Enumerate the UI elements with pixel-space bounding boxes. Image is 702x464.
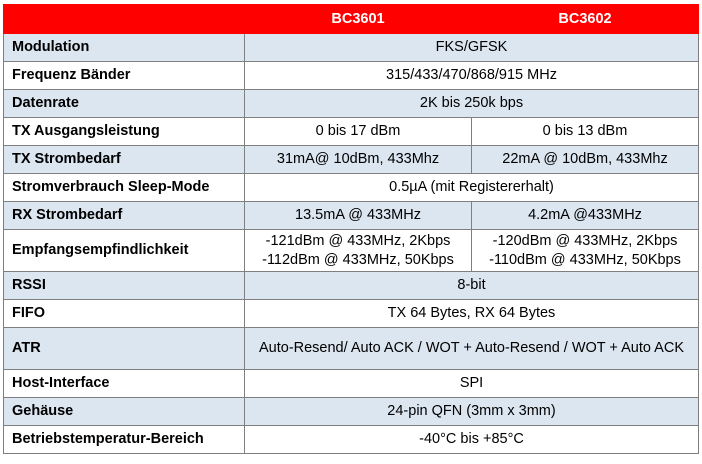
sensitivity-line: -110dBm @ 433MHz, 50Kbps — [489, 251, 681, 268]
row-label: RSSI — [4, 272, 245, 300]
row-label: Datenrate — [4, 90, 245, 118]
row-value: 315/433/470/868/915 MHz — [245, 62, 699, 90]
row-value-bc3601: 0 bis 17 dBm — [245, 118, 472, 146]
row-value-bc3601: 31mA@ 10dBm, 433Mhz — [245, 146, 472, 174]
row-value-bc3602: 0 bis 13 dBm — [472, 118, 699, 146]
header-row — [4, 5, 699, 34]
row-value-bc3602: 4.2mA @433MHz — [472, 202, 699, 230]
row-value: SPI — [245, 370, 699, 398]
table-row — [4, 398, 699, 426]
row-value-bc3601: 13.5mA @ 433MHz — [245, 202, 472, 230]
table-row — [4, 426, 699, 454]
row-value: 24-pin QFN (3mm x 3mm) — [245, 398, 699, 426]
row-value: 2K bis 250k bps — [245, 90, 699, 118]
header-bc3601: BC3601 — [245, 5, 472, 34]
row-label: TX Strombedarf — [4, 146, 245, 174]
row-label: Modulation — [4, 34, 245, 62]
table-row — [4, 272, 699, 300]
row-value: 8-bit — [245, 272, 699, 300]
table-row — [4, 328, 699, 370]
sensitivity-line: -120dBm @ 433MHz, 2Kbps — [492, 232, 678, 249]
sensitivity-line: -121dBm @ 433MHz, 2Kbps — [265, 232, 451, 249]
row-label: FIFO — [4, 300, 245, 328]
spec-table — [3, 4, 699, 454]
sensitivity-line: -112dBm @ 433MHz, 50Kbps — [262, 251, 454, 268]
table-row — [4, 230, 699, 272]
header-empty-cell — [4, 5, 245, 34]
table-row — [4, 300, 699, 328]
table-row — [4, 118, 699, 146]
table-row — [4, 202, 699, 230]
header-bc3602: BC3602 — [472, 5, 699, 34]
row-value-bc3602 — [472, 230, 699, 272]
table-row — [4, 62, 699, 90]
row-label: Betriebstemperatur-Bereich — [4, 426, 245, 454]
row-label: Empfangsempfindlichkeit — [4, 230, 245, 272]
row-label: TX Ausgangsleistung — [4, 118, 245, 146]
table-row — [4, 34, 699, 62]
table-row — [4, 90, 699, 118]
table-row — [4, 174, 699, 202]
table-row — [4, 370, 699, 398]
table-row — [4, 146, 699, 174]
row-label: Host-Interface — [4, 370, 245, 398]
row-label: Gehäuse — [4, 398, 245, 426]
row-label: Frequenz Bänder — [4, 62, 245, 90]
row-value: -40°C bis +85°C — [245, 426, 699, 454]
row-label: Stromverbrauch Sleep-Mode — [4, 174, 245, 202]
row-value-bc3602: 22mA @ 10dBm, 433Mhz — [472, 146, 699, 174]
row-value-bc3601 — [245, 230, 472, 272]
row-label: RX Strombedarf — [4, 202, 245, 230]
row-value: FKS/GFSK — [245, 34, 699, 62]
row-value: 0.5µA (mit Registererhalt) — [245, 174, 699, 202]
row-value: TX 64 Bytes, RX 64 Bytes — [245, 300, 699, 328]
row-value: Auto-Resend/ Auto ACK / WOT + Auto-Resend / WOT + Auto ACK — [245, 328, 699, 370]
row-label: ATR — [4, 328, 245, 370]
